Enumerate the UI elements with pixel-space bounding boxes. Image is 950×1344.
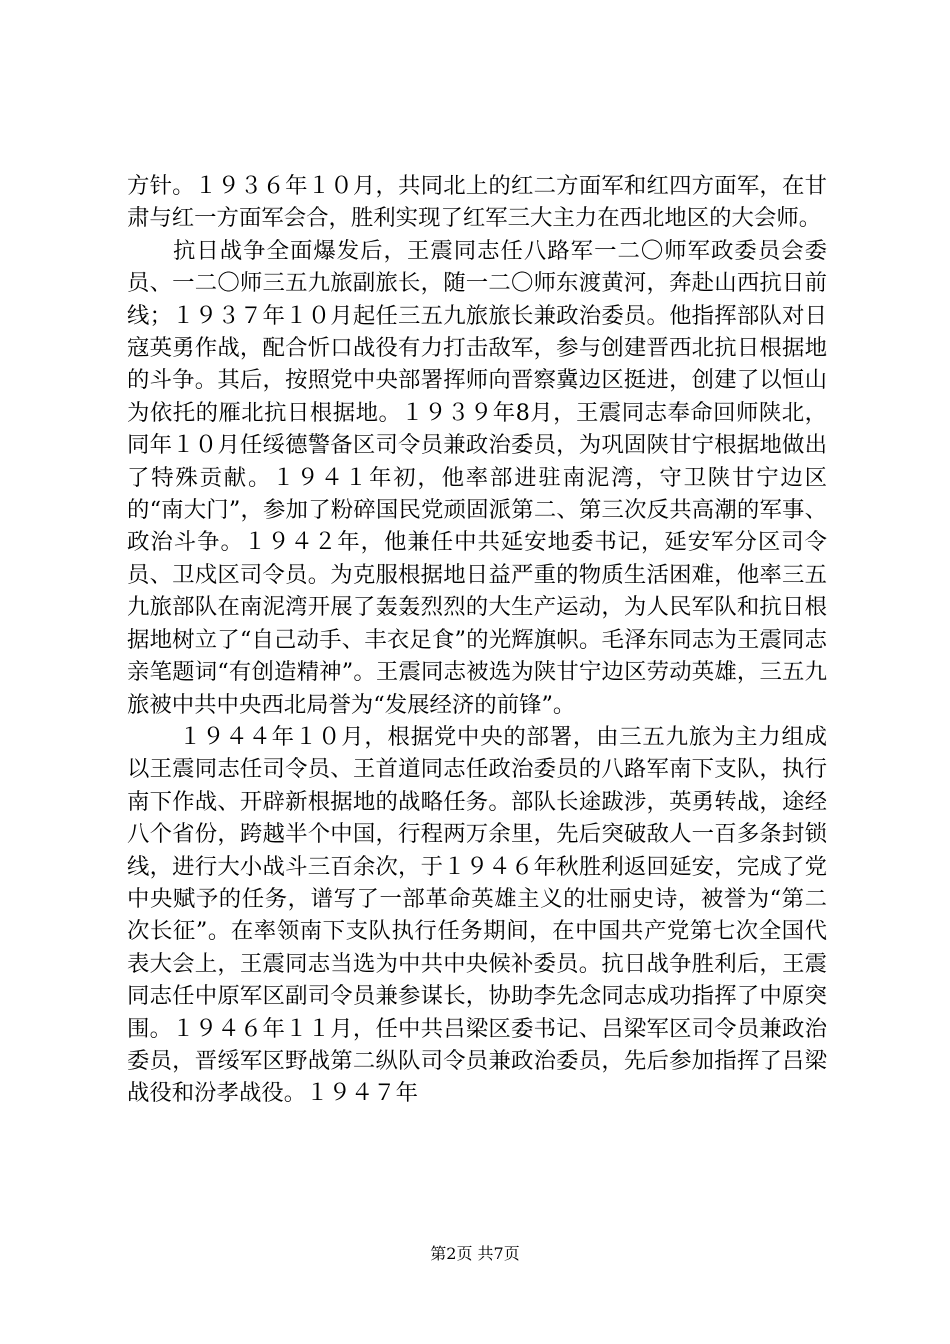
document-body: [127, 170, 827, 1110]
page-footer: 第2页 共7页: [430, 1244, 520, 1263]
paragraph-3: １９４４年１０月，根据党中央的部署，由三五九旅为主力组成以王震同志任司令员、王首道同志任政治委员的八路军南下支队，执行南下作战、开辟新根据地的战略任务。部队长途跋涉，英勇转战，途经八个省份，跨越半个中国，行程两万余里，先后突破敌人一百多条封锁线，进行大小战斗三百余次，于１９４６年秋胜利返回延安，完成了党中央赋予的任务，谱写了一部革命英雄主义的壮丽史诗，被誉为“第二次长征”。在率领南下支队执行任务期间，在中国共产党第七次全国代表大会上，王震同志当选为中共中央候补委员。抗日战争胜利后，王震同志任中原军区副司令员兼参谋长，协助李先念同志成功指挥了中原突围。１９４６年１１月，任中共吕梁区委书记、吕梁军区司令员兼政治委员，晋绥军区野战第二纵队司令员兼政治委员，先后参加指挥了吕梁战役和汾孝战役。１９４７年: [127, 723, 827, 1107]
paragraph-1: 方针。１９３６年１０月，共同北上的红二方面军和红四方面军，在甘肃与红一方面军会合，胜利实现了红军三大主力在西北地区的大会师。: [127, 173, 827, 232]
paragraph-2: 抗日战争全面爆发后，王震同志任八路军一二〇师军政委员会委员、一二〇师三五九旅副旅长，随一二〇师东渡黄河，奔赴山西抗日前线；１９３７年１０月起任三五九旅旅长兼政治委员。他指挥部队对日寇英勇作战，配合忻口战役有力打击敌军，参与创建晋西北抗日根据地的斗争。其后，按照党中央部署挥师向晋察冀边区挺进，创建了以恒山为依托的雁北抗日根据地。１９３９年8月，王震同志奉命回师陕北，同年１０月任绥德警备区司令员兼政治委员，为巩固陕甘宁根据地做出了特殊贡献。１９４１年初，他率部进驻南泥湾，守卫陕甘宁边区的“南大门”，参加了粉碎国民党顽固派第二、第三次反共高潮的军事、政治斗争。１９４２年，他兼任中共延安地委书记，延安军分区司令员、卫戍区司令员。为克服根据地日益严重的物质生活困难，他率三五九旅部队在南泥湾开展了轰轰烈烈的大生产运动，为人民军队和抗日根据地树立了“自己动手、丰衣足食”的光辉旗帜。毛泽东同志为王震同志亲笔题词“有创造精神”。王震同志被选为陕甘宁边区劳动英雄，三五九旅被中共中央西北局誉为“发展经济的前锋”。: [127, 237, 827, 718]
